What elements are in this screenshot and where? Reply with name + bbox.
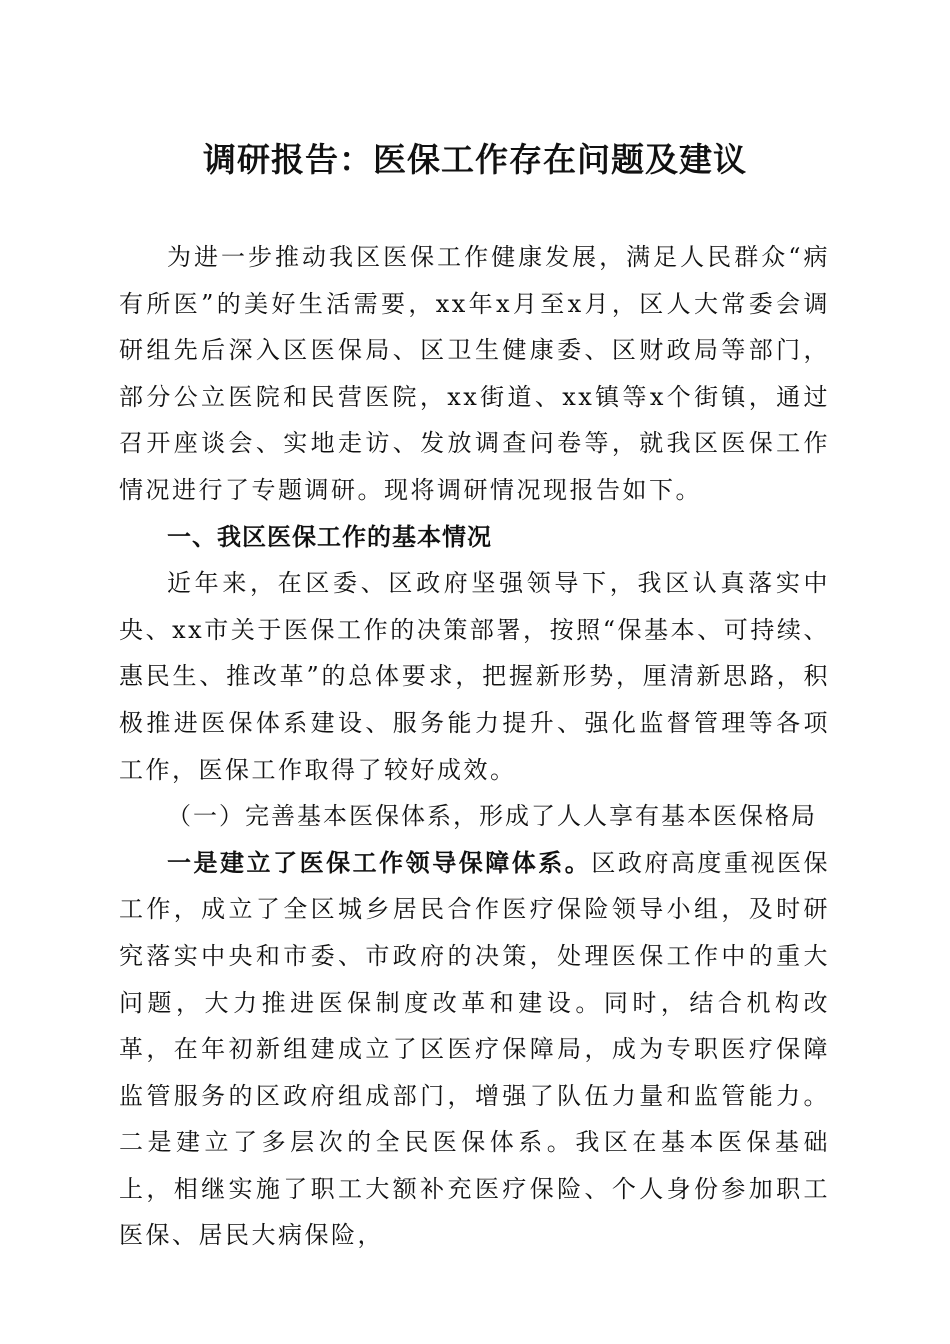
document-body [119, 234, 830, 1259]
intro-paragraph: 为进一步推动我区医保工作健康发展，满足人民群众“病有所医”的美好生活需要，xx年x月至x月，区人大常委会调研组先后深入区医保局、区卫生健康委、区财政局等部门，部分公立医院和民营医院，xx街道、xx镇等x个街镇，通过召开座谈会、实地走访、发放调查问卷等，就我区医保工作情况进行了专题调研。现将调研情况现报告如下。 [119, 243, 830, 504]
section-heading-basic-situation: 一、我区医保工作的基本情况 [167, 522, 492, 551]
subsection-heading-insurance-system: （一）完善基本医保体系，形成了人人享有基本医保格局 [167, 802, 817, 831]
subsection-paragraph-insurance-system [119, 840, 830, 1259]
paragraph-body-text: 区政府高度重视医保工作，成立了全区城乡居民合作医疗保险领导小组，及时研究落实中央和市委、市政府的决策，处理医保工作中的重大问题，大力推进医保制度改革和建设。同时，结合机构改革，在年初新组建成立了区医疗保障局，成为专职医疗保障监管服务的区政府组成部门，增强了队伍力量和监管能力。二是建立了多层次的全民医保体系。我区在基本医保基础上，相继实施了职工大额补充医疗保险、个人身份参加职工医保、居民大病保险， [119, 848, 831, 1250]
paragraph-lead-phrase: 一是建立了医保工作领导保障体系。 [167, 847, 592, 877]
section-paragraph-basic-situation: 近年来，在区委、区政府坚强领导下，我区认真落实中央、xx市关于医保工作的决策部署，按照“保基本、可持续、惠民生、推改革”的总体要求，把握新形势，厘清新思路，积极推进医保体系建设、服务能力提升、强化监督管理等各项工作，医保工作取得了较好成效。 [119, 569, 830, 784]
document-title: 调研报告：医保工作存在问题及建议 [203, 140, 747, 179]
